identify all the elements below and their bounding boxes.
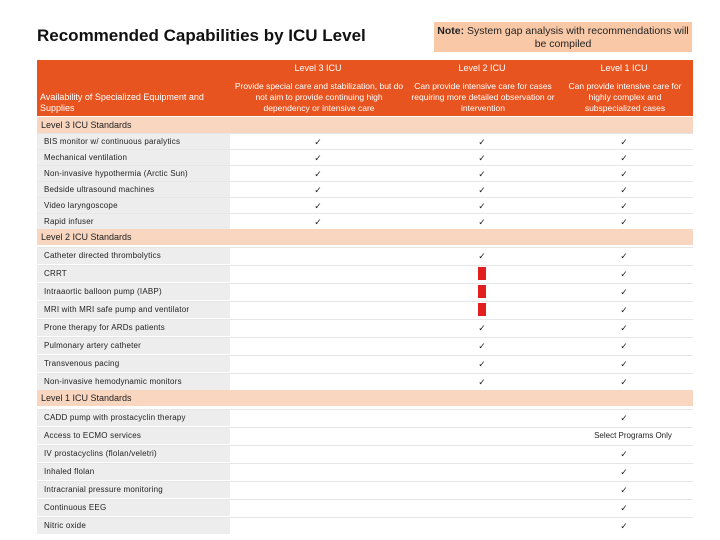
check-icon: ✓ <box>620 377 628 387</box>
row-label: Intracranial pressure monitoring <box>37 482 230 498</box>
gap-indicator <box>443 284 521 300</box>
page-title: Recommended Capabilities by ICU Level <box>37 26 366 45</box>
cell-text: Select Programs Only <box>594 431 672 440</box>
note-box <box>434 22 692 52</box>
check-icon: ✓ <box>620 169 628 179</box>
red-gap-marker <box>478 285 486 298</box>
check-icon: ✓ <box>314 153 322 163</box>
note-bold: Note: <box>437 25 465 37</box>
check-icon: ✓ <box>620 153 628 163</box>
check-icon: ✓ <box>620 467 628 477</box>
table-row <box>37 133 693 150</box>
check-icon: ✓ <box>620 287 628 297</box>
table-row <box>37 337 693 354</box>
table-row <box>37 373 693 390</box>
table-row <box>37 197 693 214</box>
gap-indicator <box>443 266 521 282</box>
check-icon: ✓ <box>478 323 486 333</box>
check-icon: ✓ <box>620 217 628 227</box>
row-label: Video laryngoscope <box>37 198 230 214</box>
table-row <box>37 427 693 444</box>
table-row <box>37 265 693 282</box>
check-icon: ✓ <box>314 201 322 211</box>
row-label: Non-invasive hypothermia (Arctic Sun) <box>37 166 230 182</box>
table-row <box>37 319 693 336</box>
header-level-1: Level 1 ICU <box>600 63 648 73</box>
check-icon: ✓ <box>478 341 486 351</box>
row-label: Rapid infuser <box>37 214 230 230</box>
row-label: MRI with MRI safe pump and ventilator <box>37 302 230 318</box>
check-icon: ✓ <box>478 137 486 147</box>
check-icon: ✓ <box>478 251 486 261</box>
check-icon: ✓ <box>314 217 322 227</box>
table-row <box>37 181 693 198</box>
row-label: CADD pump with prostacyclin therapy <box>37 410 230 426</box>
check-icon: ✓ <box>620 185 628 195</box>
row-label: BIS monitor w/ continuous paralytics <box>37 134 230 150</box>
note-text: System gap analysis with recommendations will be compiled <box>464 25 689 50</box>
check-icon: ✓ <box>620 305 628 315</box>
table-row <box>37 481 693 498</box>
row-label: Mechanical ventilation <box>37 150 230 166</box>
table-row <box>37 283 693 300</box>
row-label: Transvenous pacing <box>37 356 230 372</box>
table-row <box>37 517 693 534</box>
check-icon: ✓ <box>620 503 628 513</box>
section-header: Level 3 ICU Standards <box>37 117 693 133</box>
gap-indicator <box>443 302 521 318</box>
check-icon: ✓ <box>620 521 628 531</box>
check-icon: ✓ <box>314 137 322 147</box>
table-row <box>37 499 693 516</box>
row-label: Bedside ultrasound machines <box>37 182 230 198</box>
table-header <box>37 60 693 116</box>
red-gap-marker <box>478 267 486 280</box>
check-icon: ✓ <box>620 251 628 261</box>
check-icon: ✓ <box>478 377 486 387</box>
row-label: Non-invasive hemodynamic monitors <box>37 374 230 390</box>
row-label: Prone therapy for ARDs patients <box>37 320 230 336</box>
row-label: IV prostacyclins (flolan/veletri) <box>37 446 230 462</box>
check-icon: ✓ <box>314 185 322 195</box>
check-icon: ✓ <box>620 269 628 279</box>
header-level-3: Level 3 ICU <box>294 63 342 73</box>
check-icon: ✓ <box>620 341 628 351</box>
table-row <box>37 409 693 426</box>
section-header: Level 1 ICU Standards <box>37 390 693 406</box>
check-icon: ✓ <box>478 201 486 211</box>
red-gap-marker <box>478 303 486 316</box>
check-icon: ✓ <box>620 137 628 147</box>
check-icon: ✓ <box>620 449 628 459</box>
header-level-2: Level 2 ICU <box>458 63 506 73</box>
check-icon: ✓ <box>478 359 486 369</box>
check-icon: ✓ <box>620 201 628 211</box>
check-icon: ✓ <box>620 485 628 495</box>
row-label: Intraaortic balloon pump (IABP) <box>37 284 230 300</box>
table-row <box>37 301 693 318</box>
check-icon: ✓ <box>620 323 628 333</box>
table-row <box>37 165 693 182</box>
check-icon: ✓ <box>620 413 628 423</box>
table-row <box>37 149 693 166</box>
check-icon: ✓ <box>314 169 322 179</box>
table-row <box>37 463 693 480</box>
header-level-3-desc: Provide special care and stabilization, but do not aim to provide continuing high dependency or intensive care <box>234 81 404 113</box>
check-icon: ✓ <box>478 185 486 195</box>
row-label: Continuous EEG <box>37 500 230 516</box>
header-level-1-desc: Can provide intensive care for highly complex and subspecialized cases <box>568 81 682 113</box>
row-label: Nitric oxide <box>37 518 230 534</box>
check-icon: ✓ <box>478 217 486 227</box>
row-label: CRRT <box>37 266 230 282</box>
table-row <box>37 213 693 230</box>
table-row <box>37 445 693 462</box>
row-label: Inhaled flolan <box>37 464 230 480</box>
row-label: Catheter directed thrombolytics <box>37 248 230 264</box>
row-label: Access to ECMO services <box>37 428 230 444</box>
table-row <box>37 355 693 372</box>
check-icon: ✓ <box>478 169 486 179</box>
table-row <box>37 247 693 264</box>
check-icon: ✓ <box>620 359 628 369</box>
check-icon: ✓ <box>478 153 486 163</box>
header-availability-label: Availability of Specialized Equipment and Supplies <box>40 92 204 113</box>
row-label: Pulmonary artery catheter <box>37 338 230 354</box>
header-level-2-desc: Can provide intensive care for cases requiring more detailed observation or intervention <box>411 81 555 113</box>
section-header: Level 2 ICU Standards <box>37 229 693 245</box>
